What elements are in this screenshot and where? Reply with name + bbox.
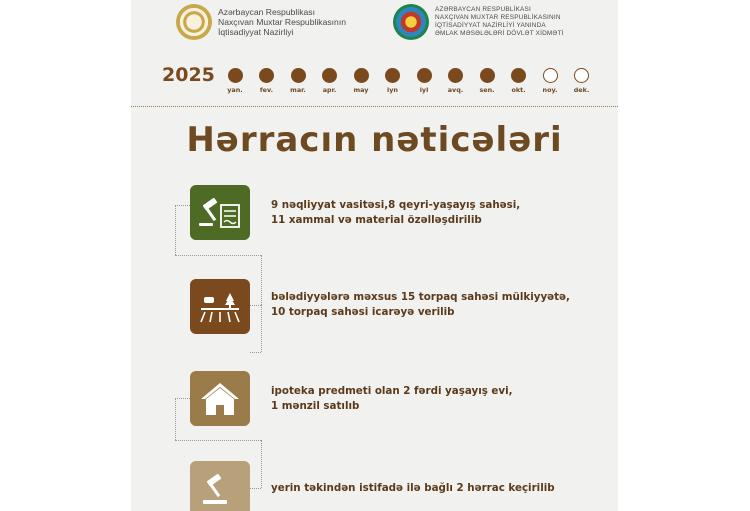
month-marker	[315, 68, 345, 94]
housing-icon-box	[190, 371, 250, 426]
ministry-name-line2: Naxçıvan Muxtar Respublikasının	[218, 17, 347, 27]
infographic-card	[131, 0, 618, 511]
month-marker	[220, 68, 250, 94]
service-name-line3: İQTİSADİYYAT NAZİRLİYİ YANINDA	[435, 22, 546, 29]
item-text-3	[271, 384, 601, 414]
connector-line	[250, 352, 261, 353]
month-marker	[567, 68, 597, 94]
month-marker	[346, 68, 376, 94]
completed-month-dot-icon	[480, 68, 495, 83]
gavel-document-icon	[197, 193, 243, 233]
item-line: yerin təkindən istifadə ilə bağlı 2 hərrac keçirilib	[271, 482, 555, 494]
ministry-name-line1: Azərbaycan Respublikası	[218, 7, 315, 17]
month-marker	[504, 68, 534, 94]
ministry-name	[218, 7, 346, 37]
land-field-icon	[197, 287, 243, 327]
month-label: may	[353, 86, 369, 94]
connector-line	[175, 255, 261, 256]
month-label: fev.	[259, 86, 274, 94]
pending-month-dot-icon	[574, 68, 589, 83]
item-text-2	[271, 290, 601, 320]
connector-line	[250, 488, 261, 489]
ministry-name-line3: İqtisadiyyat Nazirliyi	[218, 27, 294, 37]
month-label: mar.	[290, 86, 306, 94]
month-label: iyn	[387, 86, 398, 94]
service-name-line4: ƏMLAK MƏSƏLƏLƏRİ DÖVLƏT XİDMƏTİ	[435, 30, 564, 37]
completed-month-dot-icon	[385, 68, 400, 83]
divider	[131, 106, 618, 107]
completed-month-dot-icon	[354, 68, 369, 83]
month-marker	[535, 68, 565, 94]
service-name-line2: NAXÇIVAN MUXTAR RESPUBLİKASININ	[435, 14, 561, 21]
completed-month-dot-icon	[417, 68, 432, 83]
auction-vehicles-icon-box	[190, 185, 250, 240]
connector-line	[175, 398, 190, 399]
item-text-1	[271, 198, 601, 228]
item-text-4	[271, 481, 601, 496]
subsoil-auction-icon-box	[190, 461, 250, 511]
pending-month-dot-icon	[543, 68, 558, 83]
gavel-icon	[197, 469, 243, 509]
item-line: 11 xammal və material özəlləşdirilib	[271, 214, 482, 226]
connector-line	[175, 205, 190, 206]
month-label: avq.	[447, 86, 464, 94]
connector-line	[250, 305, 261, 306]
connector-line	[261, 305, 262, 352]
item-line: ipoteka predmeti olan 2 fərdi yaşayış evi,	[271, 385, 513, 397]
land-plots-icon-box	[190, 279, 250, 334]
service-name	[435, 6, 564, 38]
month-marker	[378, 68, 408, 94]
completed-month-dot-icon	[228, 68, 243, 83]
completed-month-dot-icon	[291, 68, 306, 83]
completed-month-dot-icon	[259, 68, 274, 83]
item-line: bələdiyyələrə məxsus 15 torpaq sahəsi mülkiyyətə,	[271, 291, 570, 303]
completed-month-dot-icon	[511, 68, 526, 83]
page-title: Hərracın nəticələri	[186, 120, 563, 160]
timeline-year: 2025	[162, 64, 215, 86]
month-label: iyl	[419, 86, 429, 94]
connector-line	[261, 255, 262, 305]
item-line: 10 torpaq sahəsi icarəyə verilib	[271, 306, 455, 318]
connector-line	[175, 205, 176, 255]
connector-line	[175, 398, 176, 440]
month-label: yan.	[227, 86, 243, 94]
item-line: 1 mənzil satılıb	[271, 400, 360, 412]
month-marker	[409, 68, 439, 94]
month-marker	[472, 68, 502, 94]
state-emblem-icon	[393, 4, 429, 40]
month-label: okt.	[511, 86, 526, 94]
connector-line	[261, 440, 262, 488]
month-marker	[441, 68, 471, 94]
month-timeline	[220, 68, 592, 98]
item-line: 9 nəqliyyat vasitəsi,8 qeyri-yaşayış sahəsi,	[271, 199, 521, 211]
month-label: apr.	[322, 86, 337, 94]
month-label: noy.	[542, 86, 558, 94]
month-marker	[252, 68, 282, 94]
month-marker	[283, 68, 313, 94]
service-name-line1: AZƏRBAYCAN RESPUBLİKASI	[435, 6, 531, 13]
service-logo	[393, 4, 564, 40]
house-icon	[197, 379, 243, 419]
connector-line	[175, 440, 261, 441]
ministry-emblem-icon	[176, 4, 212, 40]
ministry-logo	[176, 4, 346, 40]
month-label: dek.	[573, 86, 590, 94]
month-label: sen.	[479, 86, 495, 94]
completed-month-dot-icon	[322, 68, 337, 83]
completed-month-dot-icon	[448, 68, 463, 83]
